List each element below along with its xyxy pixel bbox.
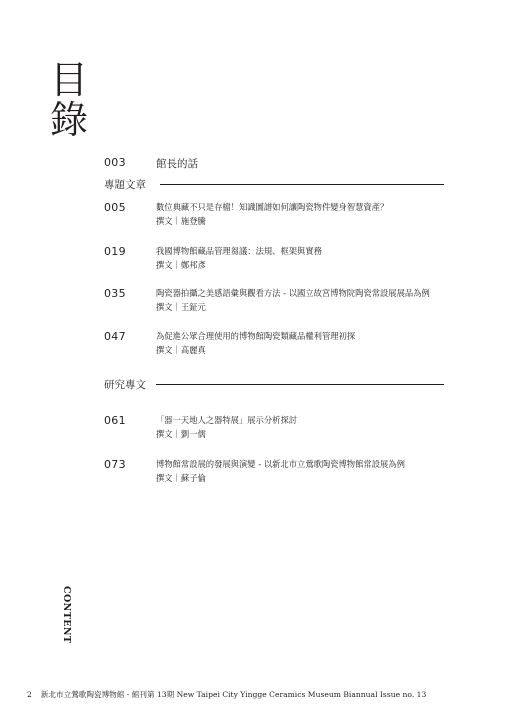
entry-author: 撰文｜蘇子倫: [156, 473, 206, 483]
title-char-1: 目: [50, 58, 89, 102]
section-divider: [156, 384, 444, 385]
entry-title[interactable]: 陶瓷器拍攝之美感語彙與觀看方法 - 以國立故宮博物院陶瓷常設展展品為例: [156, 288, 430, 298]
entry-author: 撰文｜鄭邦彥: [156, 260, 206, 270]
section-label: 專題文章: [104, 179, 146, 191]
entry-page-number: 061: [104, 414, 126, 427]
entry-page-number: 035: [104, 287, 126, 300]
footer-page-number: 2: [27, 690, 32, 699]
entry-page-number: 005: [104, 201, 126, 214]
section-divider: [160, 184, 444, 185]
entry-page-number: 047: [104, 330, 126, 343]
page-title: [50, 60, 88, 140]
entry-page-number: 003: [104, 156, 126, 169]
entry-title[interactable]: 「器一天地人之器特展」展示分析探討: [156, 415, 298, 425]
entry-title[interactable]: 我國博物館藏品管理芻議：法規、框架與實務: [156, 246, 322, 256]
content-side-label: CONTENT: [61, 586, 72, 644]
section-header-research: [104, 377, 444, 391]
section-label: 研究專文: [104, 379, 146, 391]
entry-title[interactable]: 館長的話: [156, 158, 198, 170]
section-header-feature: [104, 177, 444, 191]
title-char-2: 錄: [50, 98, 89, 142]
entry-title[interactable]: 博物館常設展的發展與演變 - 以新北市立鶯歌陶瓷博物館常設展為例: [156, 459, 405, 469]
entry-title[interactable]: 數位典藏不只是存檔！知識圖譜如何讓陶瓷物件變身智慧資產？: [156, 202, 389, 212]
entry-author: 撰文｜劉一儒: [156, 429, 206, 439]
entry-page-number: 073: [104, 458, 126, 471]
entry-author: 撰文｜施登騰: [156, 216, 206, 226]
page-footer: [27, 689, 426, 700]
entry-title[interactable]: 為促進公眾合理使用的博物館陶瓷類藏品權利管理初探: [156, 331, 356, 341]
entry-page-number: 019: [104, 245, 126, 258]
entry-author: 撰文｜高麗真: [156, 345, 206, 355]
entry-author: 撰文｜王鉦元: [156, 302, 206, 312]
footer-publication: 新北市立鶯歌陶瓷博物館 - 館刊第 13期 New Taipei City Yingge Ceramics Museum Biannual Issue no. 13: [40, 690, 427, 699]
